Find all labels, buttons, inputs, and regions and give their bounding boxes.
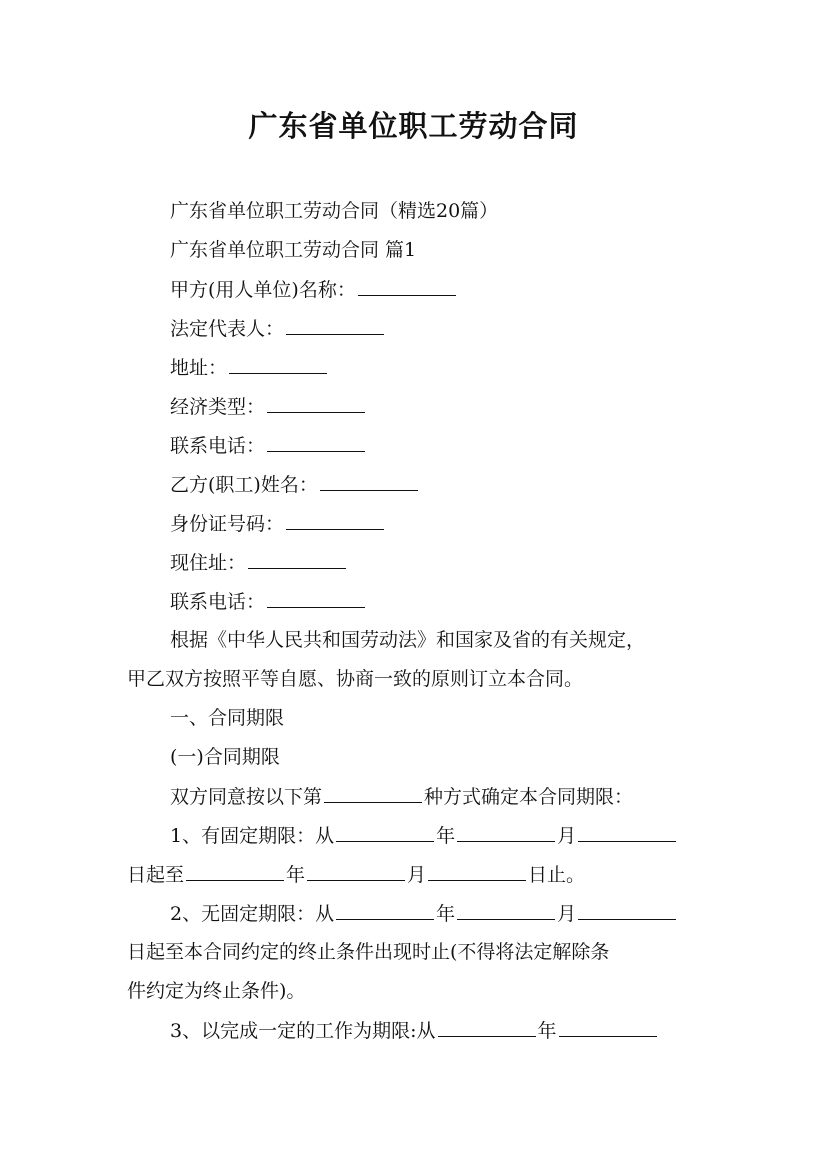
option-open-term: [170, 901, 678, 926]
paragraph-line: [127, 979, 305, 1003]
paragraph-text: 双方同意按以下第: [170, 786, 323, 808]
fill-blank: [559, 1018, 657, 1037]
paragraph-text: 年: [436, 825, 456, 847]
paragraph-text: 2、无固定期限：从: [170, 903, 335, 925]
section-heading: [170, 238, 416, 262]
field-label: 地址：: [170, 357, 228, 379]
fill-blank: [286, 316, 384, 335]
paragraph-text: 日起至: [127, 864, 185, 886]
paragraph-text: 根据《中华人民共和国劳动法》和国家及省的有关规定，: [170, 629, 646, 651]
paragraph-text: 日起至本合同约定的终止条件出现时止(不得将法定解除条: [127, 941, 610, 963]
field-employer-name: [170, 277, 458, 302]
subclause-heading: [170, 745, 280, 769]
fill-blank: [578, 901, 676, 920]
fill-blank: [438, 1018, 536, 1037]
field-address: [170, 355, 329, 380]
field-employee-phone: [170, 589, 367, 614]
fill-blank: [286, 511, 384, 530]
fill-blank: [457, 901, 555, 920]
fill-blank: [267, 589, 365, 608]
paragraph-text: 件约定为终止条件)。: [127, 980, 306, 1002]
paragraph-text: 甲乙双方按照平等自愿、协商一致的原则订立本合同。: [127, 668, 584, 690]
fill-blank: [336, 901, 434, 920]
subclause-heading-text: (一)合同期限: [170, 746, 280, 768]
paragraph-text: 月: [557, 825, 577, 847]
paragraph-line: [170, 784, 633, 809]
subtitle-text: 广东省单位职工劳动合同（精选20篇）: [170, 200, 499, 222]
paragraph-text: 月: [407, 864, 427, 886]
paragraph-line: [127, 940, 609, 964]
paragraph-line: [127, 862, 585, 887]
field-label: 乙方(职工)姓名：: [170, 474, 318, 496]
paragraph-text: 3、以完成一定的工作为期限:从: [170, 1020, 436, 1042]
field-employee-name: [170, 472, 420, 497]
field-label: 甲方(用人单位)名称：: [170, 279, 356, 301]
field-label: 联系电话：: [170, 435, 266, 457]
field-current-address: [170, 550, 348, 575]
paragraph-text: 日止。: [528, 864, 586, 886]
field-label: 经济类型：: [170, 396, 266, 418]
field-label: 身份证号码：: [170, 513, 285, 535]
fill-blank: [307, 862, 405, 881]
fill-blank: [336, 823, 434, 842]
fill-blank: [457, 823, 555, 842]
clause-heading: [170, 706, 284, 730]
clause-heading-text: 一、合同期限: [170, 707, 285, 729]
field-id-number: [170, 511, 386, 536]
paragraph-text: 年: [436, 903, 456, 925]
field-economic-type: [170, 394, 367, 419]
fill-blank: [229, 355, 327, 374]
paragraph-line: [170, 628, 645, 652]
field-legal-representative: [170, 316, 386, 341]
option-task-term: [170, 1018, 659, 1043]
fill-blank: [186, 862, 284, 881]
option-fixed-term: [170, 823, 678, 848]
paragraph-line: [127, 667, 583, 691]
field-label: 联系电话：: [170, 591, 266, 613]
paragraph-text: 月: [557, 903, 577, 925]
fill-blank: [324, 784, 422, 803]
section-heading-text: 广东省单位职工劳动合同 篇1: [170, 239, 417, 261]
field-label: 法定代表人：: [170, 318, 285, 340]
paragraph-text: 种方式确定本合同期限：: [424, 786, 634, 808]
fill-blank: [358, 277, 456, 296]
subtitle-line: [170, 199, 498, 223]
fill-blank: [578, 823, 676, 842]
paragraph-text: 1、有固定期限：从: [170, 825, 335, 847]
fill-blank: [248, 550, 346, 569]
fill-blank: [267, 433, 365, 452]
fill-blank: [428, 862, 526, 881]
fill-blank: [320, 472, 418, 491]
field-employer-phone: [170, 433, 367, 458]
document-title: 广东省单位职工劳动合同: [248, 109, 579, 143]
fill-blank: [267, 394, 365, 413]
field-label: 现住址：: [170, 552, 247, 574]
paragraph-text: 年: [537, 1020, 557, 1042]
paragraph-text: 年: [286, 864, 306, 886]
